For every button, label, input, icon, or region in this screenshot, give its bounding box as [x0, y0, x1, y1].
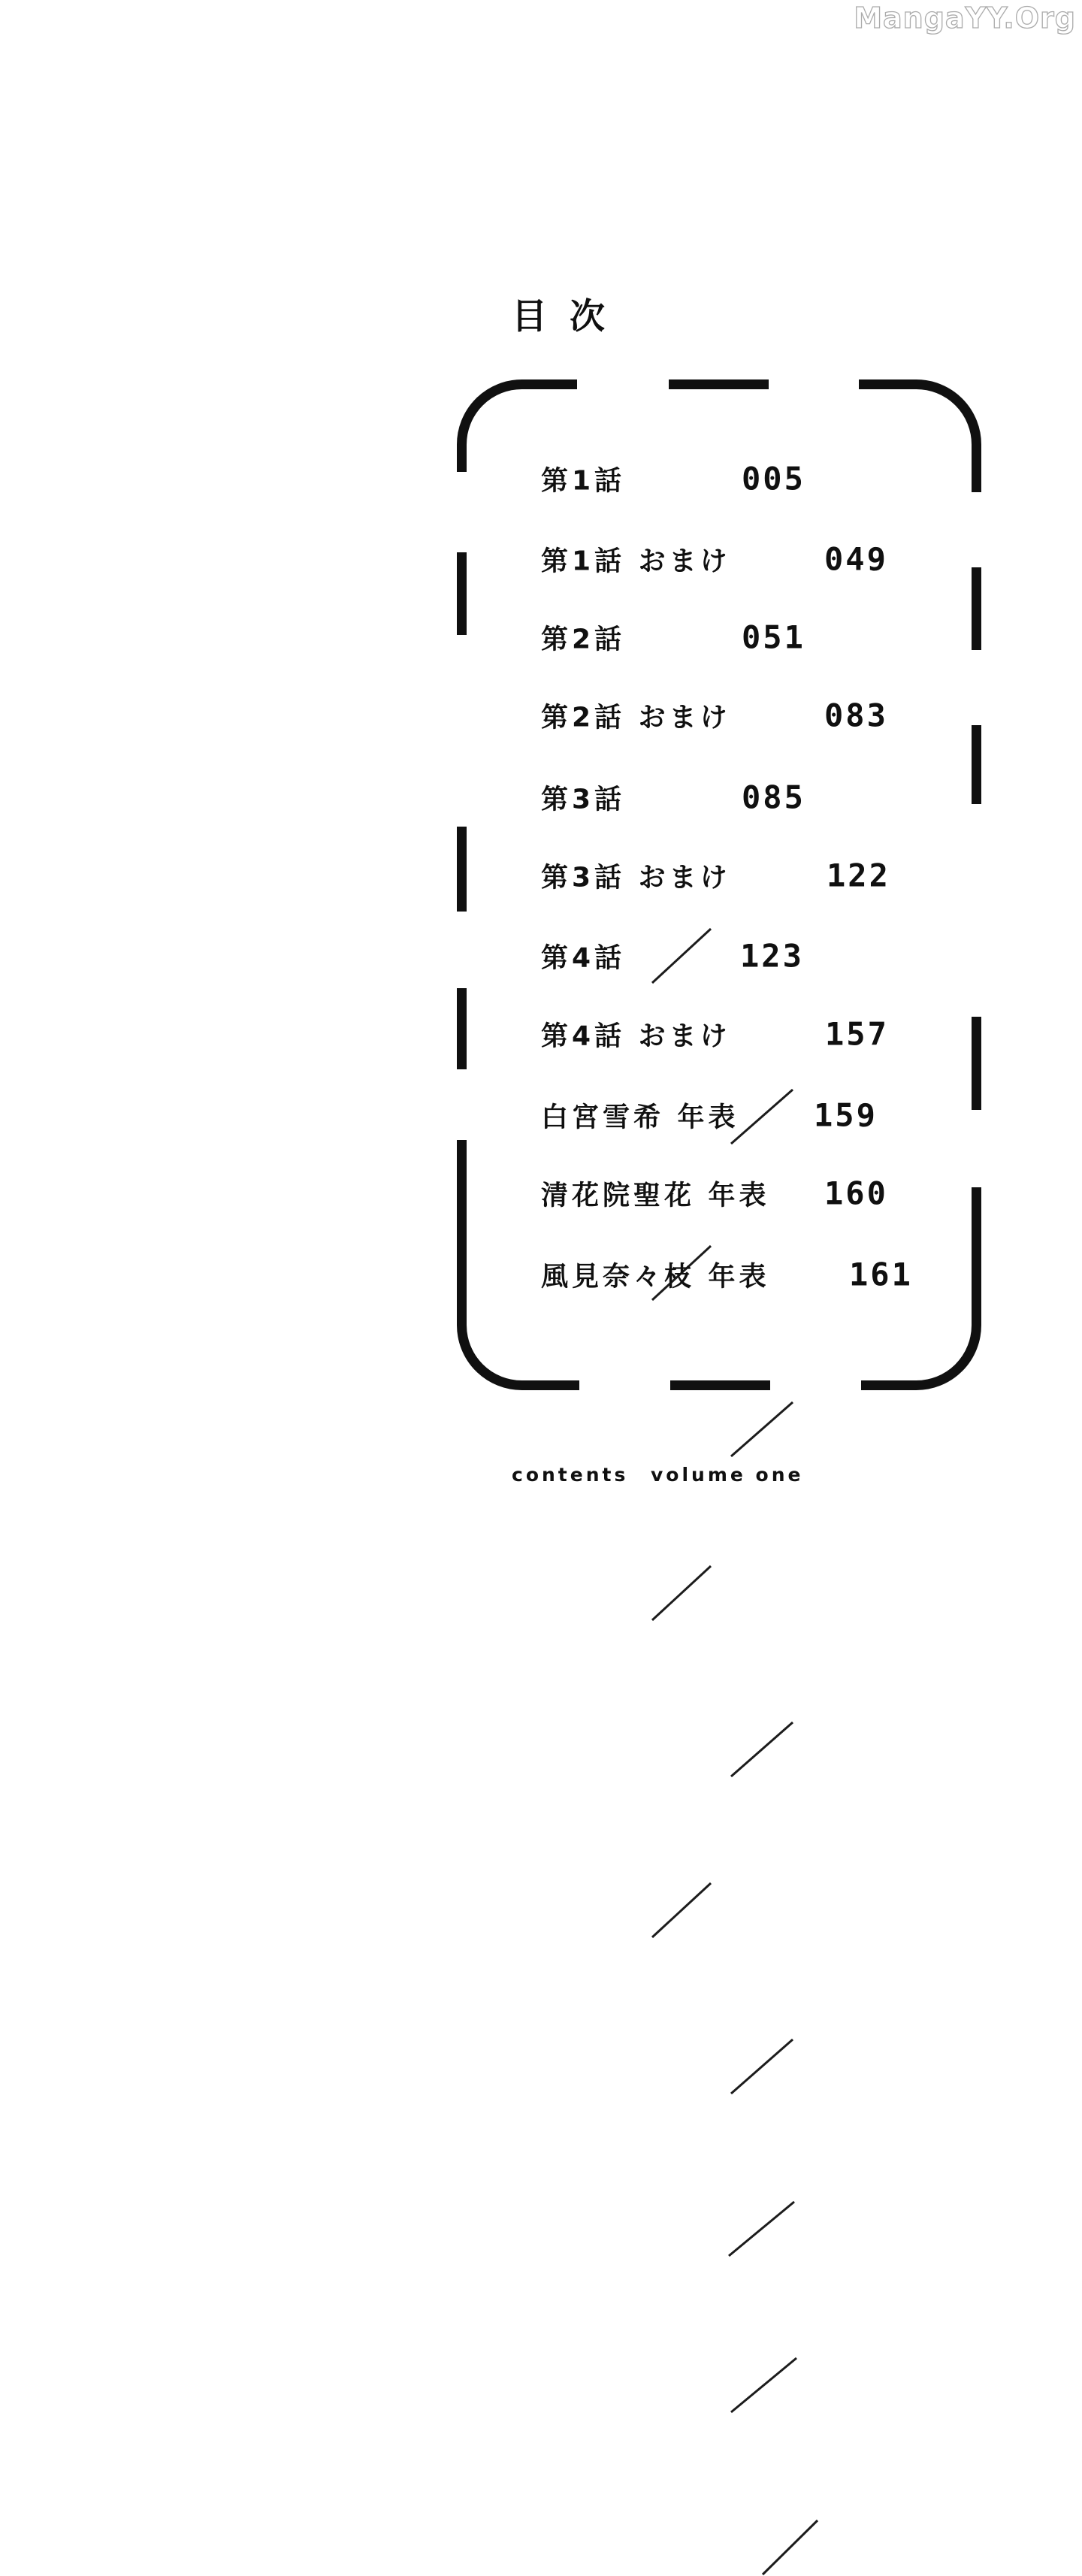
- toc-entry-label: 風見奈々枝 年表: [541, 1261, 770, 1293]
- toc-entry-label: 第4話 おまけ: [541, 1020, 731, 1052]
- toc-entry-page: 051: [742, 618, 805, 656]
- slash-separator: [730, 1401, 794, 1458]
- slash-separator: [730, 2357, 798, 2414]
- toc-entry-label: 第2話: [541, 624, 626, 655]
- slash-separator: [651, 927, 712, 984]
- toc-entry-page: 122: [827, 857, 890, 894]
- page-title: 目次: [512, 296, 627, 337]
- toc-entry-label: 第1話: [541, 465, 626, 497]
- toc-entry-page: 123: [740, 937, 804, 975]
- slash-separator: [727, 2200, 796, 2257]
- toc-entry-label: 第1話 おまけ: [541, 546, 731, 577]
- toc-entry-page: 005: [742, 460, 805, 497]
- toc-entry-page: 160: [824, 1175, 888, 1212]
- footer-volume-label: volume one: [651, 1464, 804, 1486]
- toc-entry-label: 第3話: [541, 784, 626, 815]
- toc-entry-label: 清花院聖花 年表: [541, 1180, 770, 1211]
- site-watermark: MangaYY.Org: [854, 2, 1076, 35]
- toc-entry-page: 159: [814, 1096, 878, 1134]
- slash-separator: [651, 1565, 712, 1622]
- toc-entry-page: 085: [742, 779, 805, 816]
- slash-separator: [730, 1721, 794, 1778]
- slash-separator: [761, 2519, 819, 2576]
- toc-entry-page: 157: [825, 1015, 889, 1053]
- toc-entry-label: 第2話 おまけ: [541, 702, 731, 733]
- slash-separator: [651, 1882, 712, 1939]
- toc-entry-label: 第3話 おまけ: [541, 862, 731, 893]
- toc-entry-label: 白宮雪希 年表: [541, 1102, 739, 1133]
- toc-entry-page: 049: [824, 540, 888, 578]
- toc-entry-page: 161: [849, 1256, 913, 1293]
- toc-entry-page: 083: [824, 697, 888, 734]
- toc-entry-label: 第4話: [541, 942, 626, 974]
- footer-contents-label: contents: [512, 1464, 629, 1486]
- slash-separator: [730, 2038, 794, 2095]
